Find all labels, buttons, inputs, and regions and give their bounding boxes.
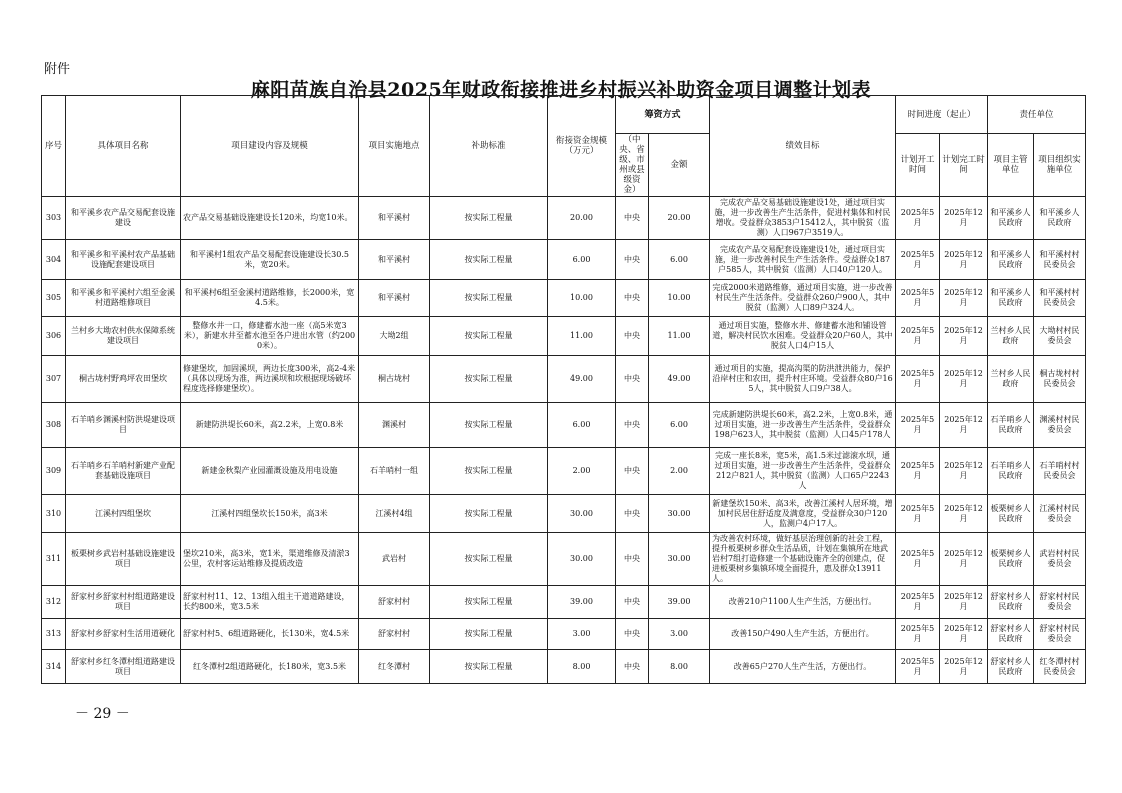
header-location: 项目实施地点 bbox=[359, 96, 430, 197]
cell-location: 和平溪村 bbox=[359, 240, 430, 280]
cell-scale: 10.00 bbox=[548, 280, 616, 317]
cell-name: 兰村乡大坳农村供水保障系统建设项目 bbox=[66, 317, 181, 356]
cell-start: 2025年5月 bbox=[896, 403, 940, 448]
cell-location: 和平溪村 bbox=[359, 197, 430, 240]
cell-source: 中央 bbox=[616, 586, 649, 619]
cell-org: 舒家村村民委员会 bbox=[1034, 619, 1086, 650]
project-plan-table bbox=[41, 95, 1086, 684]
cell-end: 2025年12月 bbox=[940, 533, 988, 586]
cell-scale: 20.00 bbox=[548, 197, 616, 240]
cell-location: 舒家村村 bbox=[359, 586, 430, 619]
cell-content: 和平溪村1组农产品交易配套设施建设长30.5米，宽20米。 bbox=[181, 240, 359, 280]
cell-standard: 按实际工程量 bbox=[430, 240, 548, 280]
header-responsibility-group: 责任单位 bbox=[988, 96, 1086, 134]
cell-dept: 石羊哨乡人民政府 bbox=[988, 403, 1034, 448]
cell-end: 2025年12月 bbox=[940, 495, 988, 533]
cell-name: 舒家村乡舒家村生活用道硬化 bbox=[66, 619, 181, 650]
header-content: 项目建设内容及规模 bbox=[181, 96, 359, 197]
header-seq: 序号 bbox=[42, 96, 66, 197]
cell-scale: 6.00 bbox=[548, 240, 616, 280]
cell-name: 石羊哨乡渊溪村防洪堤建设项目 bbox=[66, 403, 181, 448]
table-row bbox=[42, 448, 1086, 495]
cell-end: 2025年12月 bbox=[940, 650, 988, 684]
cell-standard: 按实际工程量 bbox=[430, 317, 548, 356]
cell-source: 中央 bbox=[616, 495, 649, 533]
cell-location: 红冬潭村 bbox=[359, 650, 430, 684]
cell-standard: 按实际工程量 bbox=[430, 533, 548, 586]
cell-start: 2025年5月 bbox=[896, 280, 940, 317]
cell-location: 渊溪村 bbox=[359, 403, 430, 448]
cell-standard: 按实际工程量 bbox=[430, 280, 548, 317]
cell-goal: 改善65户270人生产生活，方便出行。 bbox=[710, 650, 896, 684]
table-row bbox=[42, 317, 1086, 356]
header-end: 计划完工时间 bbox=[940, 134, 988, 197]
cell-location: 和平溪村 bbox=[359, 280, 430, 317]
cell-seq: 310 bbox=[42, 495, 66, 533]
cell-org: 渊溪村村民委员会 bbox=[1034, 403, 1086, 448]
cell-goal: 完成农产品交易配套设施建设1处，通过项目实施，进一步改善村民生产生活条件。受益群众187户585人，其中脱贫（监测）人口40户120人。 bbox=[710, 240, 896, 280]
cell-content: 堡坎210米，高3米，宽1米，渠道维修及清淤3公里，农村客运站维修及提质改造 bbox=[181, 533, 359, 586]
header-goal: 绩效目标 bbox=[710, 96, 896, 197]
cell-name: 板栗树乡武岩村基础设施建设项目 bbox=[66, 533, 181, 586]
cell-source: 中央 bbox=[616, 197, 649, 240]
cell-amount: 30.00 bbox=[649, 533, 710, 586]
cell-scale: 2.00 bbox=[548, 448, 616, 495]
document-title: 麻阳苗族自治县2025年财政衔接推进乡村振兴补助资金项目调整计划表 bbox=[250, 79, 872, 101]
cell-dept: 舒家村乡人民政府 bbox=[988, 619, 1034, 650]
cell-seq: 309 bbox=[42, 448, 66, 495]
cell-location: 大坳2组 bbox=[359, 317, 430, 356]
cell-standard: 按实际工程量 bbox=[430, 403, 548, 448]
cell-dept: 板栗树乡人民政府 bbox=[988, 533, 1034, 586]
cell-name: 桐古垅村野鸡坪农田堡坎 bbox=[66, 356, 181, 403]
cell-org: 大坳村村民委员会 bbox=[1034, 317, 1086, 356]
cell-name: 江溪村四组堡坎 bbox=[66, 495, 181, 533]
cell-amount: 8.00 bbox=[649, 650, 710, 684]
cell-end: 2025年12月 bbox=[940, 356, 988, 403]
cell-source: 中央 bbox=[616, 403, 649, 448]
cell-source: 中央 bbox=[616, 533, 649, 586]
header-funding-group: 筹资方式 bbox=[616, 96, 710, 134]
cell-start: 2025年5月 bbox=[896, 650, 940, 684]
cell-goal: 完成2000米道路维修，通过项目实施，进一步改善村民生产生活条件。受益群众260户900人，其中脱贫（监测）人口89户324人。 bbox=[710, 280, 896, 317]
cell-amount: 49.00 bbox=[649, 356, 710, 403]
cell-goal: 完成新建防洪堤长60米，高2.2米，上宽0.8米，通过项目实施，进一步改善生产生活条件，受益群众198户623人，其中脱贫（监测）人口45户178人 bbox=[710, 403, 896, 448]
cell-dept: 兰村乡人民政府 bbox=[988, 356, 1034, 403]
cell-scale: 39.00 bbox=[548, 586, 616, 619]
cell-org: 舒家村村民委员会 bbox=[1034, 586, 1086, 619]
cell-name: 和平溪乡农产品交易配套设施建设 bbox=[66, 197, 181, 240]
cell-start: 2025年5月 bbox=[896, 533, 940, 586]
cell-goal: 完成一座长8米，宽5米，高1.5米过滤滚水坝，通过项目实施，进一步改善生产生活条件，受益群众212户821人，其中脱贫（监测）人口65户2243人 bbox=[710, 448, 896, 495]
cell-content: 整修水井一口，修建蓄水池一座（高5米宽3米），新建水井至蓄水池至各户进出水管（约2000米）。 bbox=[181, 317, 359, 356]
cell-seq: 308 bbox=[42, 403, 66, 448]
cell-start: 2025年5月 bbox=[896, 317, 940, 356]
cell-amount: 2.00 bbox=[649, 448, 710, 495]
cell-end: 2025年12月 bbox=[940, 280, 988, 317]
cell-content: 修建堡坎，加固溪坝，两边长度300米，高2-4米（具体以现场为准，两边溪坝和坎根据现场破坏程度选择修建堡坎）。 bbox=[181, 356, 359, 403]
cell-seq: 312 bbox=[42, 586, 66, 619]
cell-start: 2025年5月 bbox=[896, 356, 940, 403]
table-row bbox=[42, 240, 1086, 280]
cell-seq: 305 bbox=[42, 280, 66, 317]
cell-content: 舒家村村11、12、13组入组主干道道路建设，长约800米，宽3.5米 bbox=[181, 586, 359, 619]
cell-org: 和平溪村村民委员会 bbox=[1034, 280, 1086, 317]
cell-end: 2025年12月 bbox=[940, 586, 988, 619]
cell-content: 新建防洪堤长60米，高2.2米，上宽0.8米 bbox=[181, 403, 359, 448]
table-row bbox=[42, 197, 1086, 240]
cell-org: 石羊哨村村民委员会 bbox=[1034, 448, 1086, 495]
cell-amount: 6.00 bbox=[649, 403, 710, 448]
cell-dept: 板栗树乡人民政府 bbox=[988, 495, 1034, 533]
cell-scale: 11.00 bbox=[548, 317, 616, 356]
cell-start: 2025年5月 bbox=[896, 619, 940, 650]
cell-scale: 3.00 bbox=[548, 619, 616, 650]
cell-goal: 改善210户1100人生产生活，方便出行。 bbox=[710, 586, 896, 619]
cell-content: 和平溪村6组至金溪村道路维修，长2000米，宽4.5米。 bbox=[181, 280, 359, 317]
cell-content: 江溪村四组堡坎长150米，高3米 bbox=[181, 495, 359, 533]
cell-content: 舒家村村5、6组道路硬化，长130米，宽4.5米 bbox=[181, 619, 359, 650]
cell-dept: 兰村乡人民政府 bbox=[988, 317, 1034, 356]
cell-org: 和平溪乡人民政府 bbox=[1034, 197, 1086, 240]
table-row bbox=[42, 495, 1086, 533]
page-number: － 29 － bbox=[75, 706, 130, 722]
cell-scale: 49.00 bbox=[548, 356, 616, 403]
cell-location: 江溪村4组 bbox=[359, 495, 430, 533]
cell-content: 新建金秋梨产业园灌溉设施及用电设施 bbox=[181, 448, 359, 495]
cell-org: 和平溪村村民委员会 bbox=[1034, 240, 1086, 280]
cell-end: 2025年12月 bbox=[940, 619, 988, 650]
cell-goal: 完成农产品交易基础设施建设1处，通过项目实施，进一步改善生产生活条件，促进村集体和村民增收。受益群众3853户15412人，其中脱贫（监测）人口967户3519人。 bbox=[710, 197, 896, 240]
cell-amount: 11.00 bbox=[649, 317, 710, 356]
cell-goal: 新建堡坎150米、高3米，改善江溪村人居环境，增加村民居住舒适度及满意度，受益群众30户120人，监测户4户17人。 bbox=[710, 495, 896, 533]
header-scale: 衔接资金规模（万元） bbox=[548, 96, 616, 197]
attachment-label: 附件 bbox=[44, 62, 71, 77]
cell-seq: 307 bbox=[42, 356, 66, 403]
cell-seq: 304 bbox=[42, 240, 66, 280]
cell-dept: 舒家村乡人民政府 bbox=[988, 586, 1034, 619]
cell-goal: 为改善农村环境，做好基层治理创新的社会工程，提升板栗树乡群众生活品质，计划在集镇所在地武岩村7组打造修建一个基础设施齐全的创建点，促进板栗树乡集镇环境全面提升，惠及群众13911人。 bbox=[710, 533, 896, 586]
cell-source: 中央 bbox=[616, 448, 649, 495]
cell-seq: 311 bbox=[42, 533, 66, 586]
cell-amount: 3.00 bbox=[649, 619, 710, 650]
cell-content: 农产品交易基础设施建设长120米，均宽10米。 bbox=[181, 197, 359, 240]
cell-source: 中央 bbox=[616, 650, 649, 684]
cell-dept: 和平溪乡人民政府 bbox=[988, 280, 1034, 317]
header-start: 计划开工时间 bbox=[896, 134, 940, 197]
cell-content: 红冬潭村2组道路硬化，长180米，宽3.5米 bbox=[181, 650, 359, 684]
cell-location: 武岩村 bbox=[359, 533, 430, 586]
cell-name: 舒家村乡红冬潭村组道路建设项目 bbox=[66, 650, 181, 684]
cell-scale: 30.00 bbox=[548, 495, 616, 533]
header-org: 项目组织实施单位 bbox=[1034, 134, 1086, 197]
header-funding-source: （中央、省级、市州或县级资金） bbox=[616, 134, 649, 197]
cell-standard: 按实际工程量 bbox=[430, 197, 548, 240]
header-standard: 补助标准 bbox=[430, 96, 548, 197]
cell-amount: 39.00 bbox=[649, 586, 710, 619]
header-amount: 金额 bbox=[649, 134, 710, 197]
cell-seq: 314 bbox=[42, 650, 66, 684]
header-schedule-group: 时间进度（起止） bbox=[896, 96, 988, 134]
cell-name: 石羊哨乡石羊哨村新建产业配套基础设施项目 bbox=[66, 448, 181, 495]
cell-standard: 按实际工程量 bbox=[430, 586, 548, 619]
cell-goal: 通过项目的实施，提高沟渠的防洪泄洪能力，保护沿岸村庄和农田，提升村庄环境。受益群众80户165人，其中脱贫人口9户38人。 bbox=[710, 356, 896, 403]
cell-dept: 石羊哨乡人民政府 bbox=[988, 448, 1034, 495]
cell-end: 2025年12月 bbox=[940, 197, 988, 240]
cell-start: 2025年5月 bbox=[896, 448, 940, 495]
table-row bbox=[42, 650, 1086, 684]
cell-org: 桐古垅村村民委员会 bbox=[1034, 356, 1086, 403]
cell-standard: 按实际工程量 bbox=[430, 495, 548, 533]
cell-name: 和平溪乡和平溪村农产品基础设施配套建设项目 bbox=[66, 240, 181, 280]
cell-source: 中央 bbox=[616, 356, 649, 403]
cell-source: 中央 bbox=[616, 317, 649, 356]
cell-amount: 10.00 bbox=[649, 280, 710, 317]
table-row bbox=[42, 356, 1086, 403]
cell-standard: 按实际工程量 bbox=[430, 619, 548, 650]
table-row bbox=[42, 619, 1086, 650]
cell-goal: 改善150户490人生产生活，方便出行。 bbox=[710, 619, 896, 650]
cell-end: 2025年12月 bbox=[940, 240, 988, 280]
cell-start: 2025年5月 bbox=[896, 495, 940, 533]
cell-source: 中央 bbox=[616, 280, 649, 317]
cell-dept: 和平溪乡人民政府 bbox=[988, 197, 1034, 240]
cell-org: 武岩村村民委员会 bbox=[1034, 533, 1086, 586]
cell-seq: 306 bbox=[42, 317, 66, 356]
cell-start: 2025年5月 bbox=[896, 586, 940, 619]
cell-dept: 舒家村乡人民政府 bbox=[988, 650, 1034, 684]
header-dept: 项目主管单位 bbox=[988, 134, 1034, 197]
cell-scale: 6.00 bbox=[548, 403, 616, 448]
cell-name: 和平溪乡和平溪村六组至金溪村道路维修项目 bbox=[66, 280, 181, 317]
cell-end: 2025年12月 bbox=[940, 448, 988, 495]
cell-standard: 按实际工程量 bbox=[430, 356, 548, 403]
cell-org: 红冬潭村村民委员会 bbox=[1034, 650, 1086, 684]
table-row bbox=[42, 533, 1086, 586]
cell-seq: 313 bbox=[42, 619, 66, 650]
table-row bbox=[42, 280, 1086, 317]
cell-seq: 303 bbox=[42, 197, 66, 240]
cell-amount: 6.00 bbox=[649, 240, 710, 280]
cell-name: 舒家村乡舒家村村组道路建设项目 bbox=[66, 586, 181, 619]
cell-source: 中央 bbox=[616, 240, 649, 280]
cell-start: 2025年5月 bbox=[896, 197, 940, 240]
cell-start: 2025年5月 bbox=[896, 240, 940, 280]
cell-end: 2025年12月 bbox=[940, 403, 988, 448]
header-project-name: 具体项目名称 bbox=[66, 96, 181, 197]
table-row bbox=[42, 586, 1086, 619]
cell-standard: 按实际工程量 bbox=[430, 650, 548, 684]
cell-amount: 30.00 bbox=[649, 495, 710, 533]
cell-standard: 按实际工程量 bbox=[430, 448, 548, 495]
cell-location: 桐古垅村 bbox=[359, 356, 430, 403]
cell-location: 舒家村村 bbox=[359, 619, 430, 650]
cell-scale: 8.00 bbox=[548, 650, 616, 684]
cell-source: 中央 bbox=[616, 619, 649, 650]
cell-amount: 20.00 bbox=[649, 197, 710, 240]
cell-org: 江溪村村民委员会 bbox=[1034, 495, 1086, 533]
cell-scale: 30.00 bbox=[548, 533, 616, 586]
cell-goal: 通过项目实施，整修水井、修建蓄水池和铺设管道，解决村民饮水困难。受益群众20户60人，其中脱贫人口4户15人 bbox=[710, 317, 896, 356]
cell-dept: 和平溪乡人民政府 bbox=[988, 240, 1034, 280]
cell-location: 石羊哨村一组 bbox=[359, 448, 430, 495]
table-row bbox=[42, 403, 1086, 448]
cell-end: 2025年12月 bbox=[940, 317, 988, 356]
